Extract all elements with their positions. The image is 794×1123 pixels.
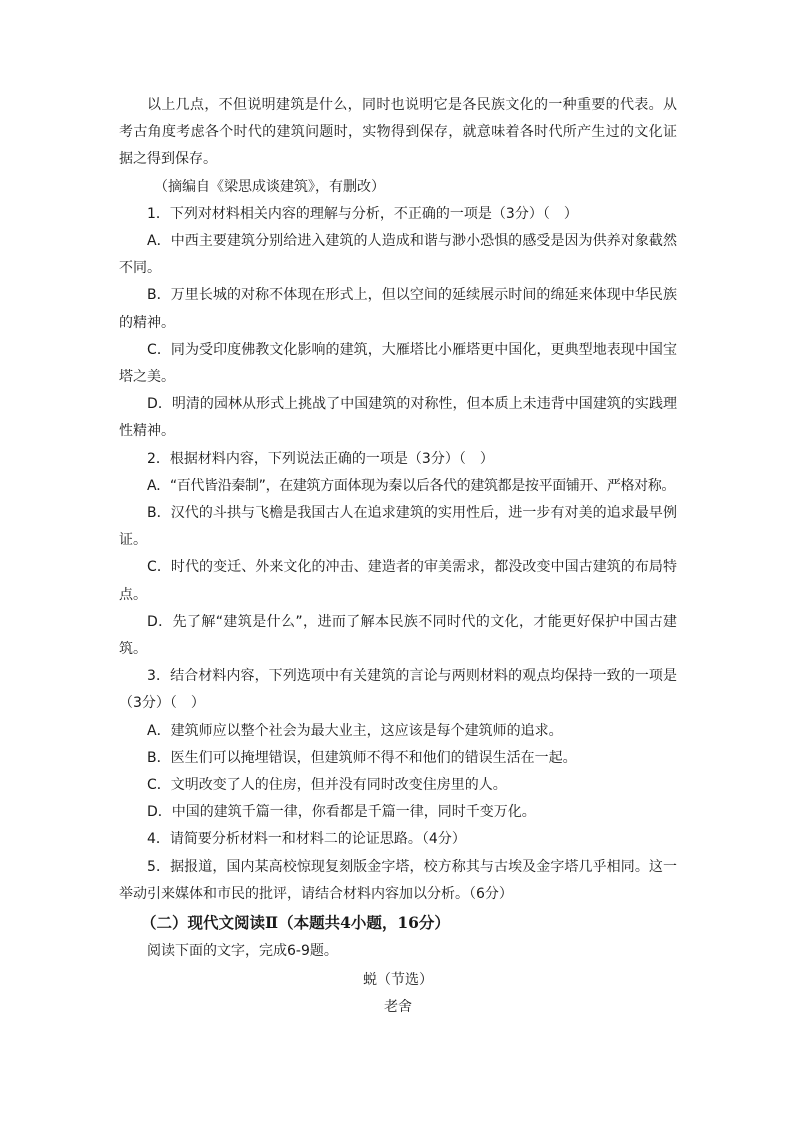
question-3-option-c: C．文明改变了人的住房，但并没有同时改变住房里的人。 [147,777,507,794]
question-1-stem: 1．下列对材料相关内容的理解与分析，不正确的一项是（3分）（ ） [147,205,578,222]
intro-paragraph: 以上几点，不但说明建筑是什么，同时也说明它是各民族文化的一种重要的代表。从考古角度考虑各个时代的建筑问题时，实物得到保存，就意味着各时代所产生过的文化证据之得到保存。 [119,97,677,168]
question-5-stem: 5．据报道，国内某高校惊现复刻版金字塔，校方称其与古埃及金字塔几乎相同。这一举动引来媒体和市民的批评，请结合材料内容加以分析。（6分） [119,858,677,902]
passage-author: 老舍 [384,999,412,1016]
section-instruction: 阅读下面的文字，完成6-9题。 [147,943,338,960]
question-3-stem: 3．结合材料内容，下列选项中有关建筑的言论与两则材料的观点均保持一致的一项是（3分）（ ） [119,668,677,712]
page-content [119,92,677,1021]
section-heading: （二）现代文阅读Ⅱ（本题共4小题，16分） [141,913,450,933]
question-2-option-d: D．先了解“建筑是什么”，进而了解本民族不同时代的文化，才能更好保护中国古建筑。 [119,613,677,658]
question-3-option-a: A．建筑师应以整个社会为最大业主，这应该是每个建筑师的追求。 [147,722,563,739]
question-2-option-b: B．汉代的斗拱与飞檐是我国古人在追求建筑的实用性后，进一步有对美的追求最早例证。 [119,505,677,549]
question-1-option-a: A．中西主要建筑分别给进入建筑的人造成和谐与渺小恐惧的感受是因为供养对象截然不同。 [119,233,677,277]
question-1-option-d: D．明清的园林从形式上挑战了中国建筑的对称性，但本质上未违背中国建筑的实践理性精神。 [119,396,677,440]
question-2-stem: 2．根据材料内容，下列说法正确的一项是（3分）（ ） [147,450,494,467]
question-4-stem: 4．请简要分析材料一和材料二的论证思路。（4分） [147,831,466,848]
question-2-option-a: A．“百代皆沿秦制”，在建筑方面体现为秦以后各代的建筑都是按平面铺开、严格对称。 [147,477,676,494]
question-3-option-d: D．中国的建筑千篇一律，你看都是千篇一律，同时千变万化。 [147,804,536,821]
question-2-option-c: C．时代的变迁、外来文化的冲击、建造者的审美需求，都没改变中国古建筑的布局特点。 [119,559,677,603]
source-citation: （摘编自《梁思成谈建筑》，有删改） [154,178,385,195]
question-3-option-b: B．医生们可以掩埋错误，但建筑师不得不和他们的错误生活在一起。 [147,749,577,766]
question-1-option-c: C．同为受印度佛教文化影响的建筑，大雁塔比小雁塔更中国化，更典型地表现中国宝塔之美。 [119,341,677,386]
passage-title: 蜕（节选） [363,972,433,989]
question-1-option-b: B．万里长城的对称不体现在形式上，但以空间的延续展示时间的绵延来体现中华民族的精神。 [119,287,677,331]
